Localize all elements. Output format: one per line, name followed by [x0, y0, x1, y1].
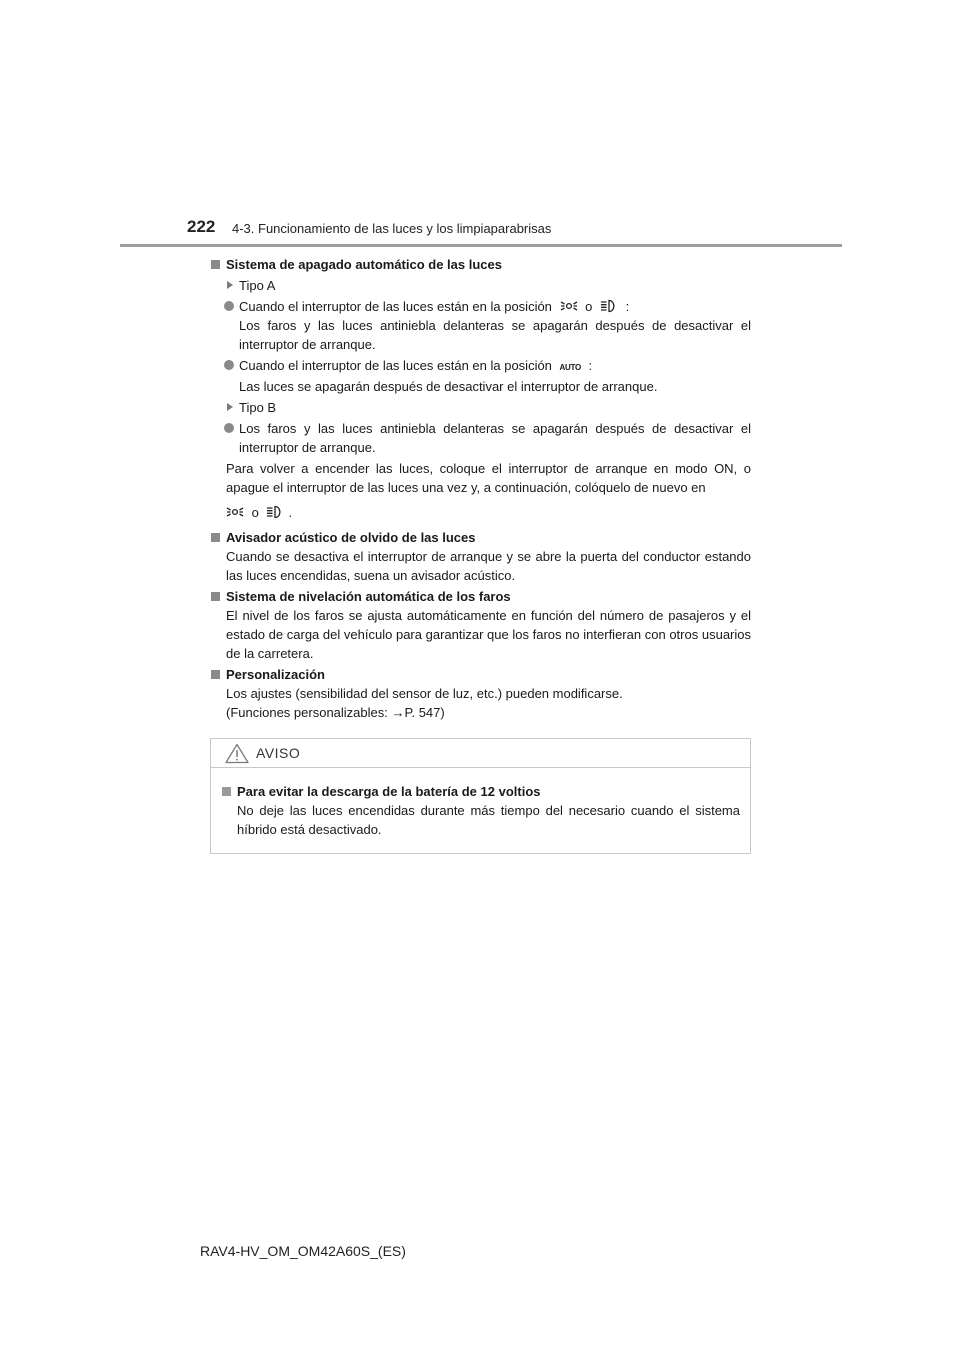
warning-subtitle: Para evitar la descarga de la batería de 12 voltios	[222, 782, 740, 801]
section-title-customization: Personalización	[211, 665, 751, 684]
chapter-title: 4-3. Funcionamiento de las luces y los limpiaparabrisas	[232, 221, 552, 236]
auto-icon: AUTO	[559, 363, 581, 372]
type-b-label: Tipo B	[211, 398, 751, 417]
section-text-buzzer: Cuando se desactiva el interruptor de arranque y se abre la puerta del conductor estando las luces encendidas, suena un avisador acústico.	[226, 549, 751, 583]
warning-box	[210, 738, 751, 854]
section-title-leveling: Sistema de nivelación automática de los faros	[211, 587, 751, 606]
bullet-prefix: Cuando el interruptor de las luces están en la posición	[239, 299, 552, 314]
headlight-icon	[600, 299, 618, 313]
warning-triangle-icon	[225, 743, 249, 764]
restart-paragraph	[211, 459, 751, 522]
type-a-label: Tipo A	[211, 276, 751, 295]
bullet-text: Los faros y las luces antiniebla delanteras se apagarán después de desactivar el interruptor de arranque.	[239, 318, 751, 352]
type-a-bullet-2	[211, 356, 751, 396]
section-title-auto-off: Sistema de apagado automático de las luces	[211, 255, 751, 274]
headlight-icon	[266, 505, 284, 519]
section-text-customization-2: (Funciones personalizables: →P. 547)	[226, 705, 445, 720]
section-text-customization-1: Los ajustes (sensibilidad del sensor de luz, etc.) pueden modificarse.	[226, 686, 623, 701]
restart-text: Para volver a encender las luces, coloque el interruptor de arranque en modo ON, o apague el interruptor de las luces una vez y, a continuación, colóquelo de nuevo en	[226, 461, 751, 495]
warning-text: No deje las luces encendidas durante más tiempo del necesario cuando el sistema híbrido está desactivado.	[237, 803, 740, 837]
section-title-buzzer: Avisador acústico de olvido de las luces	[211, 528, 751, 547]
page-number: 222	[187, 217, 216, 236]
bullet-prefix: Cuando el interruptor de las luces están en la posición	[239, 358, 552, 373]
warning-title: AVISO	[256, 745, 301, 761]
restart-or: o	[251, 505, 259, 520]
tail-light-icon	[560, 299, 578, 313]
main-content	[211, 253, 751, 722]
bullet-colon: :	[588, 358, 593, 373]
bullet-colon: :	[625, 299, 630, 314]
tail-light-icon	[226, 505, 244, 519]
type-b-bullet-1: Los faros y las luces antiniebla delanteras se apagarán después de desactivar el interruptor de arranque.	[211, 419, 751, 457]
manual-code: RAV4-HV_OM_OM42A60S_(ES)	[200, 1243, 406, 1259]
warning-body	[211, 768, 750, 839]
warning-header	[211, 739, 750, 768]
header-rule	[120, 244, 842, 247]
restart-end: .	[288, 505, 293, 520]
section-text-leveling: El nivel de los faros se ajusta automáticamente en función del número de pasajeros y el estado de carga del vehículo para garantizar que los faros no interfieran con otros usuarios de la carretera.	[226, 608, 751, 661]
bullet-text: Las luces se apagarán después de desactivar el interruptor de arranque.	[239, 379, 658, 394]
type-a-bullet-1	[211, 297, 751, 354]
bullet-or: o	[585, 299, 593, 314]
